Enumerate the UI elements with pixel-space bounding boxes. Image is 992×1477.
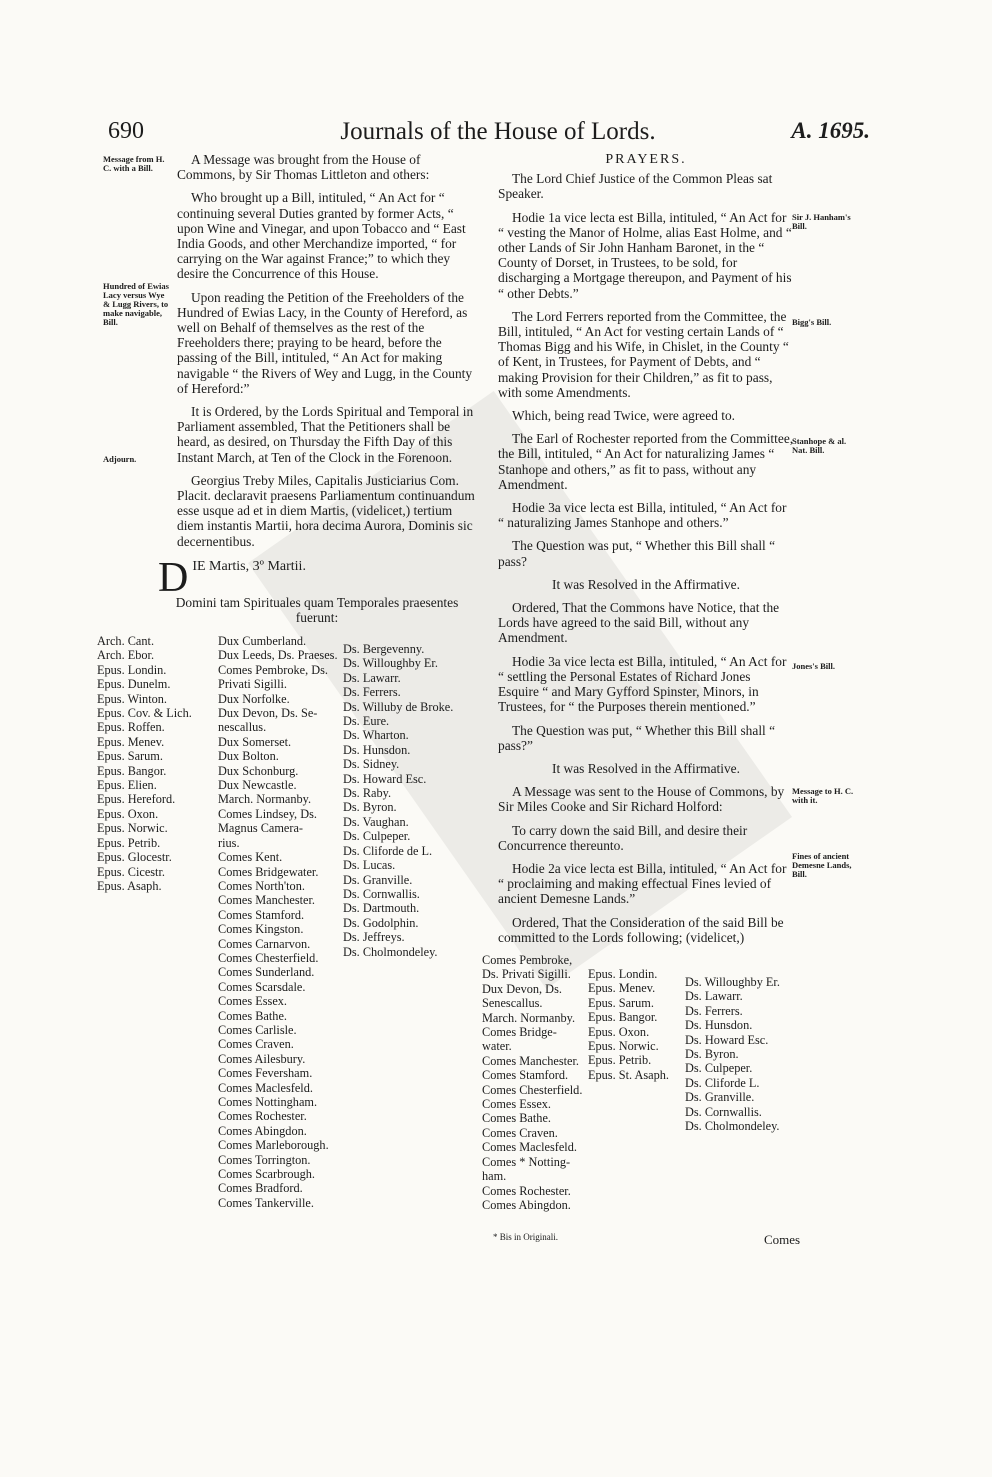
left-column [177, 152, 477, 557]
paragraph: Ordered, That the Consideration of the said Bill be committed to the Lords following; (videlicet,) [498, 914, 784, 945]
committee-barons [685, 975, 780, 1133]
roll-entry: Ds. Cornwallis. [343, 886, 420, 901]
roll-entry: Comes North'ton. [218, 878, 305, 893]
roll-entry: Comes Marleborough. [218, 1138, 329, 1153]
page-number: 690 [108, 118, 144, 144]
roll-entry: Ds. Culpeper. [343, 829, 411, 844]
roll-entry: Ds. Dartmouth. [343, 901, 420, 916]
paragraph: The Lord Chief Justice of the Common Pleas sat Speaker. [498, 171, 773, 202]
roll-entry: Dux Schonburg. [218, 763, 299, 778]
paragraph: Georgius Treby Miles, Capitalis Justiciarius Com. Placit. declaravit praesens Parliamentum continuandum esse usque ad et in diem Martis, (videlicet,) tertium diem instantis Martii, hora decima Aurora, Dominis sic decernentibus. [177, 472, 475, 549]
roll-entry: Arch. Ebor. [97, 648, 155, 663]
committee-entry: Epus. Oxon. [588, 1024, 650, 1039]
roll-entry: Epus. Cicestr. [97, 864, 165, 879]
roll-entry: Comes Carlisle. [218, 1022, 297, 1037]
section-heading: PRAYERS. [605, 152, 687, 167]
committee-entry: Ds. Hunsdon. [685, 1018, 753, 1033]
roll-entry: Comes Kent. [218, 850, 283, 865]
page-header [108, 118, 868, 148]
margin-note: Hundred of Ewias Lacy versus Wye & Lugg Rivers, to make navigable, Bill. [103, 281, 169, 327]
margin-note: Fines of ancient Demesne Lands, Bill. [792, 851, 852, 879]
roll-entry: Ds. Howard Esc. [343, 771, 427, 786]
committee-entry: Ds. Ferrers. [685, 1003, 743, 1018]
paragraph: The Question was put, “ Whether this Bill shall “ pass? [498, 538, 776, 569]
margin-note: Stanhope & al. Nat. Bill. [792, 436, 847, 455]
committee-entry: Dux Devon, Ds. [482, 981, 562, 996]
margin-note: Jones's Bill. [792, 661, 835, 671]
committee-entry: Epus. Norwic. [588, 1039, 659, 1054]
roll-entry: Comes Scarbrough. [218, 1167, 315, 1182]
committee-entry: Comes Stamford. [482, 1068, 569, 1083]
roll-entry: Comes Abingdon. [218, 1123, 307, 1138]
roll-entry: Epus. Hereford. [97, 792, 176, 807]
paragraph: It was Resolved in the Affirmative. [552, 760, 740, 776]
attendance-heading: Domini tam Spirituales quam Temporales praesentes fuerunt: [175, 595, 459, 626]
roll-entry: Ds. Lucas. [343, 858, 396, 873]
committee-entry: Epus. Petrib. [588, 1053, 652, 1068]
committee-entry: Comes Chesterfield. [482, 1082, 583, 1097]
roll-entry: rius. [218, 835, 240, 850]
catchword: Comes [764, 1232, 801, 1247]
roll-entry: Comes Sunderland. [218, 965, 315, 980]
page-year: A. 1695. [791, 118, 870, 143]
roll-entry: Epus. Bangor. [97, 763, 167, 778]
roll-entry: Dux Leeds, Ds. Praeses. [218, 648, 338, 663]
roll-entry: Epus. Cov. & Lich. [97, 706, 192, 721]
roll-entry: Dux Somerset. [218, 734, 292, 749]
roll-entry: Ds. Sidney. [343, 757, 400, 772]
roll-entry: Arch. Cant. [97, 634, 155, 648]
roll-entry: Ds. Jeffreys. [343, 930, 405, 945]
committee-entry: Ds. Cliforde L. [685, 1075, 760, 1090]
paragraph: Hodie 1a vice lecta est Billa, intituled, “ An Act for “ vesting the Manor of Holme, alias East Holme, and “ other Lands of Sir John Hanham Baronet, in the “ County of Dorset, in Trustees, to be sold, for discharging a Mortgage thereupon, and Payment of his “ other Debts.” [498, 209, 792, 301]
roll-entry: Dux Newcastle. [218, 778, 297, 793]
roll-entry: Dux Cumberland. [218, 634, 307, 648]
committee-entry: Ds. Privati Sigilli. [482, 967, 571, 982]
roll-entry: Comes Ailesbury. [218, 1051, 306, 1066]
sitting-date [158, 553, 472, 626]
roll-entry: Dux Devon, Ds. Se- [218, 706, 318, 721]
drop-cap: D [158, 555, 189, 601]
roll-entry: Ds. Hunsdon. [343, 742, 411, 757]
committee-entry: Comes Bridge- [482, 1025, 557, 1040]
roll-entry: Epus. Dunelm. [97, 677, 171, 692]
roll-entry: Comes Rochester. [218, 1109, 307, 1124]
paragraph: Ordered, That the Commons have Notice, that the Lords have agreed to the said Bill, without any Amendment. [498, 600, 780, 646]
roll-entry: Ds. Eure. [343, 714, 390, 729]
roll-entry: Epus. Norwic. [97, 821, 168, 836]
roll-entry: Comes Bridgewater. [218, 864, 319, 879]
roll-entry: Comes Scarsdale. [218, 979, 306, 994]
committee-entry: Ds. Cholmondeley. [685, 1119, 780, 1134]
committee-entry: Epus. Menev. [588, 981, 656, 996]
roll-entry: Comes Craven. [218, 1037, 294, 1052]
margin-note: Message to H. C. with it. [792, 786, 854, 805]
committee-entry: Comes Pembroke, [482, 953, 573, 967]
roll-entry: Comes Stamford. [218, 907, 305, 922]
roll-entry: Comes Feversham. [218, 1066, 313, 1081]
roll-entry: Ds. Wharton. [343, 728, 409, 743]
roll-entry: Epus. Elien. [97, 778, 157, 793]
roll-entry: Comes Maclesfeld. [218, 1080, 313, 1095]
paragraph: Which, being read Twice, were agreed to. [512, 408, 736, 424]
paragraph: Hodie 3a vice lecta est Billa, intituled, “ An Act for “ naturalizing James Stanhope and others.” [498, 500, 787, 531]
roll-entry: Dux Norfolke. [218, 691, 290, 706]
committee-entry: water. [482, 1039, 512, 1054]
roll-bishops [97, 634, 192, 893]
paragraph: It is Ordered, by the Lords Spiritual and Temporal in Parliament assembled, That the Petitioners shall be heard, as desired, on Thursday the Fifth Day of this Instant March, at Ten of the Clock in the Forenoon. [177, 404, 474, 465]
roll-entry: Epus. Oxon. [97, 806, 159, 821]
committee-entry: March. Normanby. [482, 1010, 576, 1025]
roll-entry: Ds. Raby. [343, 786, 392, 801]
committee-entry: Ds. Lawarr. [685, 989, 743, 1004]
paragraph: It was Resolved in the Affirmative. [552, 576, 740, 592]
roll-entry: Comes Chesterfield. [218, 950, 319, 965]
committee-entry: Ds. Cornwallis. [685, 1104, 762, 1119]
roll-entry: Epus. Sarum. [97, 749, 163, 764]
roll-entry: Ds. Ferrers. [343, 685, 401, 700]
roll-entry: Ds. Granville. [343, 872, 413, 887]
roll-entry: March. Normanby. [218, 792, 312, 807]
margin-note: Sir J. Hanham's Bill. [792, 212, 851, 231]
committee-entry: Epus. Bangor. [588, 1010, 658, 1025]
page-title: Journals of the House of Lords. [340, 118, 656, 145]
footnote: * Bis in Originali. [493, 1232, 558, 1242]
committee-entry: Comes Maclesfeld. [482, 1140, 577, 1155]
roll-entry: Ds. Vaughan. [343, 814, 409, 829]
committee-peers [482, 953, 582, 1212]
committee-entry: Comes Essex. [482, 1097, 551, 1112]
committee-bishops [588, 967, 669, 1082]
sitting-date-text: IE Martis, 3º Martii. [192, 559, 306, 574]
roll-entry: Epus. Menev. [97, 734, 165, 749]
roll-entry: Dux Bolton. [218, 749, 279, 764]
roll-entry: Comes Bradford. [218, 1181, 303, 1196]
roll-entry: nescallus. [218, 720, 267, 735]
committee-entry: Ds. Granville. [685, 1090, 755, 1105]
roll-entry: Comes Manchester. [218, 893, 315, 908]
paragraph: Hodie 2a vice lecta est Billa, intituled, “ An Act for “ proclaiming and making effectual Fines levied of ancient Demesne Lands.” [498, 860, 787, 907]
committee-entry: Ds. Howard Esc. [685, 1032, 769, 1047]
paragraph: A Message was brought from the House of Commons, by Sir Thomas Littleton and others: [177, 152, 430, 183]
paragraph: To carry down the said Bill, and desire their Concurrence thereunto. [498, 822, 748, 853]
roll-entry: Comes Lindsey, Ds. [218, 806, 317, 821]
committee-entry: Epus. Sarum. [588, 995, 654, 1010]
committee-entry: Comes Abingdon. [482, 1197, 571, 1212]
roll-entry: Ds. Lawarr. [343, 670, 401, 685]
roll-entry: Comes Pembroke, Ds. [218, 662, 328, 677]
roll-entry: Epus. Petrib. [97, 835, 161, 850]
roll-peers [218, 634, 338, 1210]
roll-entry: Ds. Willuby de Broke. [343, 699, 454, 714]
roll-entry: Epus. Londin. [97, 662, 167, 677]
roll-entry: Ds. Willoughby Er. [343, 656, 438, 671]
committee-entry: Epus. Londin. [588, 967, 658, 981]
roll-entry: Comes Essex. [218, 994, 287, 1009]
roll-entry: Epus. Winton. [97, 691, 167, 706]
roll-barons [343, 642, 453, 959]
roll-entry: Epus. Roffen. [97, 720, 165, 735]
paragraph: A Message was sent to the House of Commons, by Sir Miles Cooke and Sir Richard Holford: [498, 784, 785, 815]
roll-entry: Ds. Cliforde de L. [343, 843, 433, 858]
margin-note: Bigg's Bill. [792, 317, 832, 327]
committee-entry: Comes * Notting- [482, 1154, 571, 1169]
roll-entry: Comes Tankerville. [218, 1195, 314, 1210]
committee-entry: Comes Rochester. [482, 1183, 571, 1198]
paragraph: The Earl of Rochester reported from the Committee, the Bill, intituled, “ An Act for naturalizing James “ Stanhope and others,” as fit to pass, without any Amendment. [498, 431, 794, 492]
roll-entry: Epus. Glocestr. [97, 850, 172, 865]
committee-entry: Epus. St. Asaph. [588, 1067, 669, 1082]
committee-entry: Ds. Culpeper. [685, 1061, 753, 1076]
committee-entry: Comes Craven. [482, 1125, 558, 1140]
roll-entry: Magnus Camera- [218, 821, 304, 836]
paragraph: Who brought up a Bill, intituled, “ An Act for “ continuing several Duties granted by former Acts, “ upon Wine and Vinegar, and upon Tobacco and “ East India Goods, and other Merchandize imported, “ for carrying on the War against France;” to which they desire the Concurrence of this House. [177, 190, 466, 282]
right-column [498, 152, 794, 953]
committee-entry: Ds. Willoughby Er. [685, 975, 780, 989]
roll-entry: Ds. Cholmondeley. [343, 944, 438, 959]
paragraph: The Question was put, “ Whether this Bill shall “ pass?” [498, 722, 776, 753]
roll-entry: Ds. Byron. [343, 800, 397, 815]
committee-entry: Comes Manchester. [482, 1053, 579, 1068]
roll-entry: Comes Carnarvon. [218, 936, 311, 951]
paragraph: The Lord Ferrers reported from the Committee, the Bill, intituled, “ An Act for vesting certain Lands of “ Thomas Bigg and his Wife, in Chislet, in the County “ of Kent, in Trustees, for Payment of Debts, and “ making Provision for their Children,” as fit to pass, with some Amendments. [498, 308, 789, 400]
roll-entry: Comes Bathe. [218, 1008, 287, 1023]
roll-entry: Ds. Godolphin. [343, 915, 419, 930]
roll-entry: Ds. Bergevenny. [343, 642, 425, 656]
paragraph: Hodie 3a vice lecta est Billa, intituled, “ An Act for “ settling the Personal Estates of Richard Jones Esquire “ and Mary Gyfford Spinster, Minors, in Trustees, for “ the Purposes therein mentioned.” [498, 653, 787, 715]
roll-entry: Comes Nottingham. [218, 1095, 318, 1109]
roll-entry: Comes Kingston. [218, 922, 304, 937]
committee-entry: Ds. Byron. [685, 1047, 739, 1062]
roll-entry: Epus. Asaph. [97, 878, 162, 893]
margin-note: Message from H. C. with a Bill. [103, 154, 165, 173]
roll-entry: Privati Sigilli. [218, 677, 288, 692]
paragraph: Upon reading the Petition of the Freeholders of the Hundred of Ewias Lacy, in the County of Hereford, as well on Behalf of themselves as the rest of the Freeholders there; praying to be heard, before the passing of the Bill, intituled, “ An Act for making navigable “ the Rivers of Wey and Lugg, in the County of Hereford:” [177, 289, 473, 396]
committee-entry: Comes Bathe. [482, 1111, 551, 1126]
roll-entry: Comes Torrington. [218, 1152, 311, 1167]
margin-note: Adjourn. [103, 454, 137, 464]
committee-entry: ham. [482, 1169, 507, 1184]
committee-entry: Senescallus. [482, 996, 543, 1011]
